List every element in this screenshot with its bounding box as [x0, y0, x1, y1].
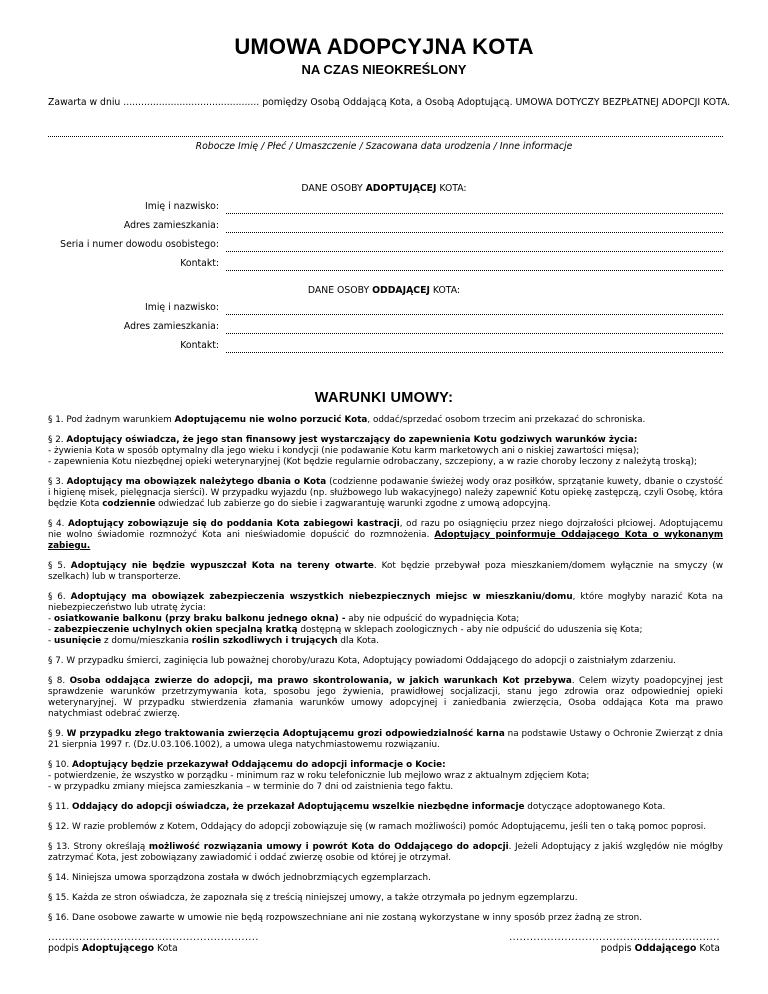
clause-8 [48, 676, 723, 720]
adopter-contact-field[interactable] [226, 270, 723, 271]
adopter-signature-label [48, 943, 259, 954]
giver-signature-line: ............................................................. [509, 932, 720, 943]
clause-9-run: na podstawie Ustawy o Ochronie Zwierząt z dnia 21 sierpnia 1997 r. (Dz.U.03.106.1002), a umowa ulega natychmiastowemu rozwiązaniu. [48, 729, 724, 750]
clause-5-run: Adoptujący nie będzie wypuszczał Kota na tereny otwarte [70, 561, 374, 571]
giver-name-label: Imię i nazwisko: [145, 302, 219, 313]
clause-8-run: . Celem wizyty poadopcyjnej jest sprawdzenie warunków przetrzymywania kota, sposobu jego żywienia, prawidłowej socjalizacji, stanu jego zdrowia oraz odpowiedniej opieki weterynaryjnej. W przypadku stwierdzenia złamania warunków umowy adopcyjnej i zaniedbania zwierzęcia, Osoba oddająca Kota ma prawo natychmiast odebrać zwierzę. [48, 676, 723, 719]
clause-9-run: W przypadku złego traktowania zwierzęcia Adoptującemu grozi odpowiedzialność karna [66, 729, 505, 739]
clause-6-run: , które mogłyby narazić Kota na niebezpieczeństwo lub utratę życia: - [48, 592, 723, 624]
clause-11 [48, 802, 723, 813]
clause-10-run: - potwierdzenie, że wszystko w porządku - minimum raz w roku telefonicznie lub mejlowo wraz z aktualnym zdjęciem Kota; - w przypadku zmiany miejsca zamieszkania – w terminie do 7 dni od zaistnienia tego faktu. [48, 771, 590, 792]
clause-8-run: Osoba oddająca zwierze do adopcji, ma prawo skontrolowania, w jakich warunkach Kot przebywa [69, 676, 572, 686]
clause-10-run: § 10. [48, 760, 72, 770]
giver-address-field[interactable] [226, 333, 723, 334]
clause-1-run: Adoptującemu nie wolno porzucić Kota [174, 415, 368, 425]
clause-14-run: § 14. Niniejsza umowa sporządzona została w dwóch jednobrzmiących egzemplarzach. [48, 873, 431, 883]
clause-8-run: § 8. [48, 676, 70, 686]
adopter-name-label: Imię i nazwisko: [145, 201, 219, 212]
clause-1-run: § 1. Pod żadnym warunkiem [48, 415, 175, 425]
adopter-name-field[interactable] [226, 213, 723, 214]
clause-6-run: dla Kota. [337, 636, 379, 646]
giver-heading-pre: DANE OSOBY [307, 285, 373, 296]
clause-15-run: § 15. Każda ze stron oświadcza, że zapoznała się z treścią niniejszej umowy, a także otrzymała po jednym egzemplarzu. [48, 893, 578, 903]
cat-info-line[interactable] [48, 136, 723, 137]
giver-contact-label: Kontakt: [180, 340, 219, 351]
clause-10 [48, 760, 723, 793]
clause-4-run: § 4. [48, 519, 68, 529]
intro-suffix: pomiędzy Osobą Oddającą Kota, a Osobą Adoptującą. UMOWA DOTYCZY BEZPŁATNEJ ADOPCJI KOTA. [259, 97, 731, 108]
giver-name-field[interactable] [226, 314, 723, 315]
clause-2-run: § 2. [48, 435, 67, 445]
giver-signature-post: Kota [696, 943, 720, 954]
giver-signature-bold: Oddającego [634, 943, 697, 954]
clause-1 [48, 415, 723, 426]
document-subtitle: NA CZAS NIEOKREŚLONY [301, 62, 467, 77]
clause-16 [48, 913, 723, 924]
adopter-address-label: Adres zamieszkania: [123, 220, 219, 231]
adopter-signature[interactable] [48, 932, 259, 954]
clause-7-run: § 7. W przypadku śmierci, zaginięcia lub poważnej choroby/urazu Kota, Adoptujący powiadomi Oddającego do adopcji o zaistniałym zdarzeniu. [48, 656, 676, 666]
giver-heading [0, 285, 768, 296]
adopter-address-field[interactable] [226, 232, 723, 233]
clause-6-run: z domu/mieszkania [101, 636, 192, 646]
intro-line [48, 97, 730, 108]
clause-4 [48, 519, 723, 552]
clause-6-run: dostępną w sklepach zoologicznych - aby nie odpuścić do uduszenia się Kota; - [48, 625, 643, 646]
adopter-heading-post: KOTA: [436, 183, 467, 194]
clause-3-run: odwiedzać lub zabierze go do siebie i zagwarantuję warunki zgodne z umową adopcyjną. [155, 499, 551, 509]
clause-11-run: Oddający do adopcji oświadcza, że przekazał Adoptującemu wszelkie niezbędne informacje [71, 802, 525, 812]
clause-10-run: Adoptujący będzie przekazywał Oddającemu do adopcji informacje o Kocie: [71, 760, 446, 770]
giver-heading-post: KOTA: [429, 285, 461, 296]
giver-signature-pre: podpis [600, 943, 635, 954]
clause-2 [48, 435, 723, 468]
clause-6-run: roślin szkodliwych i trujących [191, 636, 338, 646]
clause-3-run: § 3. [48, 477, 67, 487]
clause-3-run: codziennie [102, 499, 156, 509]
document-title: UMOWA ADOPCYJNA KOTA [234, 34, 534, 59]
intro-prefix: Zawarta w dniu [48, 97, 124, 108]
clause-4-run: , od razu po osiągnięciu przez niego dojrzałości płciowej. Adoptującemu nie wolno świadomie rozmnożyć Kota ani nieświadomie dopuścić do rozmnożenia. [48, 519, 723, 540]
clause-13-run: . Jeżeli Adoptujący z jakiś względów nie mógłby zatrzymać Kota, jest zobowiązany zawiadomić i oddać zwierzę osobie od której je otrzymał. [48, 842, 723, 863]
adopter-signature-post: Kota [154, 943, 178, 954]
adopter-contact-label: Kontakt: [180, 258, 219, 269]
adopter-heading-bold: ADOPTUJĄCEJ [365, 183, 437, 194]
terms-heading: WARUNKI UMOWY: [314, 390, 454, 406]
giver-signature[interactable] [509, 932, 720, 954]
clause-11-run: dotyczące adoptowanego Kota. [524, 802, 666, 812]
giver-heading-bold: ODDAJĄCEJ [372, 285, 430, 296]
clause-1-run: , oddać/sprzedać osobom trzecim ani przekazać do schroniska. [367, 415, 646, 425]
clause-6-run: zabezpieczenie uchylnych okien specjalną kratką [53, 625, 298, 635]
clause-16-run: § 16. Dane osobowe zawarte w umowie nie będą rozpowszechniane ani nie zostaną wykorzystane w inny sposób przez żadną ze stron. [48, 913, 643, 923]
giver-signature-label [509, 943, 720, 954]
clause-6-run: Adoptujący ma obowiązek zabezpieczenia wszystkich niebezpiecznych miejsc w mieszkaniu/domu [70, 592, 573, 602]
clause-2-run: Adoptujący oświadcza, że jego stan finansowy jest wystarczający do zapewnienia Kotu godziwych warunków życia: [66, 435, 638, 445]
clause-15 [48, 893, 723, 904]
clause-4-run: Adoptujący poinformuje Oddającego Kota o wykonanym zabiegu. [48, 530, 723, 551]
clause-7 [48, 656, 723, 667]
clause-9 [48, 729, 723, 751]
giver-address-label: Adres zamieszkania: [123, 321, 219, 332]
clause-13 [48, 842, 723, 864]
adopter-heading-pre: DANE OSOBY [301, 183, 366, 194]
clause-6-run: aby nie odpuścić do wypadnięcia Kota; - [48, 614, 520, 635]
clause-5-run: . Kot będzie przebywał poza mieszkaniem/domem wyłącznie na smyczy (w szelkach) lub w transporterze. [48, 561, 724, 582]
clause-13-run: możliwość rozwiązania umowy i powrót Kota do Oddającego do adopcji [148, 842, 509, 852]
adopter-id-field[interactable] [226, 251, 723, 252]
clause-11-run: § 11. [48, 802, 72, 812]
clause-5 [48, 561, 723, 583]
clause-3-run: (codzienne podawanie świeżej wody oraz posiłków, sprzątanie kuwety, dbanie o czystość i higienę misek, pielęgnacja sierści). W przypadku wyjazdu (np. służbowego lub wakacyjnego) należy zapewnić Kotu opiekę zastępczą, czyli Osobę, która będzie Kota [48, 477, 723, 509]
clause-2-run: - żywienia Kota w sposób optymalny dla jego wieku i kondycji (nie podawanie Kotu karm marketowych ani o niskiej zawartości mięsa); - zapewnienia Kotu niezbędnej opieki weterynaryjnej (Kot będzie regularnie odrobaczany, szczepiony, a w razie choroby leczony z należytą troską); [48, 446, 698, 467]
date-blank[interactable]: .............................................. [123, 97, 260, 108]
clause-3 [48, 477, 723, 510]
clause-9-run: § 9. [48, 729, 67, 739]
adopter-signature-bold: Adoptującego [81, 943, 155, 954]
giver-contact-field[interactable] [226, 352, 723, 353]
clause-6-run: usunięcie [53, 636, 102, 646]
clause-13-run: § 13. Strony określają [48, 842, 149, 852]
adopter-heading [0, 183, 768, 194]
clause-6-run: osiatkowanie balkonu (przy braku balkonu jednego okna) - [53, 614, 346, 624]
terms-list [48, 415, 723, 933]
adopter-signature-pre: podpis [48, 943, 82, 954]
clause-6 [48, 592, 723, 647]
clause-14 [48, 873, 723, 884]
cat-info-caption: Robocze Imię / Płeć / Umaszczenie / Szacowana data urodzenia / Inne informacje [195, 141, 573, 152]
clause-5-run: § 5. [48, 561, 71, 571]
adopter-id-label: Seria i numer dowodu osobistego: [60, 239, 219, 250]
clause-12 [48, 822, 723, 833]
clause-6-run: § 6. [48, 592, 71, 602]
clause-12-run: § 12. W razie problemów z Kotem, Oddający do adopcji zobowiązuje się (w ramach możliwości) pomóc Adoptującemu, jeśli ten o taką pomoc poprosi. [48, 822, 707, 832]
clause-3-run: Adoptujący ma obowiązek należytego dbania o Kota [66, 477, 327, 487]
adopter-signature-line: ............................................................. [48, 932, 259, 943]
clause-4-run: Adoptujący zobowiązuje się do poddania Kota zabiegowi kastracji [67, 519, 400, 529]
